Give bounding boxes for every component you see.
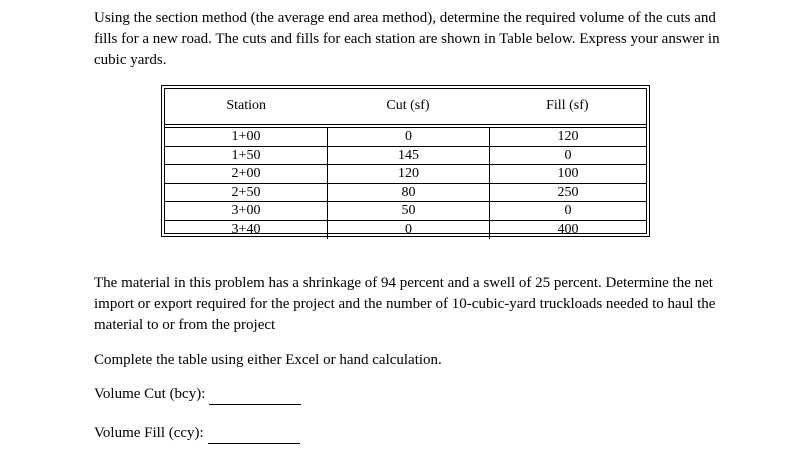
volume-cut-answer bbox=[94, 384, 301, 405]
station-cell: 1+00 bbox=[165, 128, 328, 146]
station-cell: 2+50 bbox=[165, 184, 328, 202]
table-row bbox=[165, 147, 646, 166]
cut-cell: 50 bbox=[328, 202, 490, 220]
cut-cell: 0 bbox=[328, 221, 490, 240]
station-table bbox=[161, 85, 650, 237]
station-cell: 2+00 bbox=[165, 165, 328, 183]
volume-fill-blank[interactable] bbox=[208, 427, 300, 444]
fill-cell: 120 bbox=[557, 129, 579, 144]
fill-cell: 0 bbox=[564, 147, 572, 163]
cut-cell: 120 bbox=[328, 165, 490, 183]
instructions-text: Complete the table using either Excel or hand calculation. bbox=[94, 352, 442, 368]
table-row bbox=[165, 128, 646, 147]
table-row bbox=[165, 165, 646, 184]
volume-fill-answer bbox=[94, 423, 300, 444]
cut-cell: 80 bbox=[328, 184, 490, 202]
fill-cell: 100 bbox=[557, 166, 579, 181]
station-cell: 3+40 bbox=[165, 221, 328, 240]
header-cut: Cut (sf) bbox=[386, 98, 430, 113]
table-body bbox=[165, 127, 646, 237]
volume-cut-label: Volume Cut (bcy): bbox=[94, 386, 206, 402]
volume-fill-label: Volume Fill (ccy): bbox=[94, 425, 204, 441]
header-station: Station bbox=[226, 98, 266, 113]
cut-cell: 145 bbox=[328, 147, 490, 165]
table-row bbox=[165, 221, 646, 240]
fill-cell: 250 bbox=[557, 184, 579, 200]
volume-cut-blank[interactable] bbox=[209, 388, 301, 405]
station-cell: 1+50 bbox=[165, 147, 328, 165]
table-row bbox=[165, 202, 646, 221]
problem-intro: Using the section method (the average end area method), determine the required volume of the cuts and fills for a new road. The cuts and fills for each station are shown in Table below. Express your answer in cubic yards. bbox=[94, 10, 720, 68]
table-header-row bbox=[165, 89, 646, 123]
fill-cell: 400 bbox=[557, 221, 579, 237]
cut-cell: 0 bbox=[328, 128, 490, 146]
material-paragraph: The material in this problem has a shrinkage of 94 percent and a swell of 25 percent. Determine the net import or export required for the project and the number of 10-cubic-yard truckloads needed to haul the material to or from the project bbox=[94, 275, 716, 333]
fill-cell: 0 bbox=[564, 203, 572, 218]
header-fill: Fill (sf) bbox=[546, 98, 589, 113]
table-row bbox=[165, 184, 646, 203]
station-cell: 3+00 bbox=[165, 202, 328, 220]
